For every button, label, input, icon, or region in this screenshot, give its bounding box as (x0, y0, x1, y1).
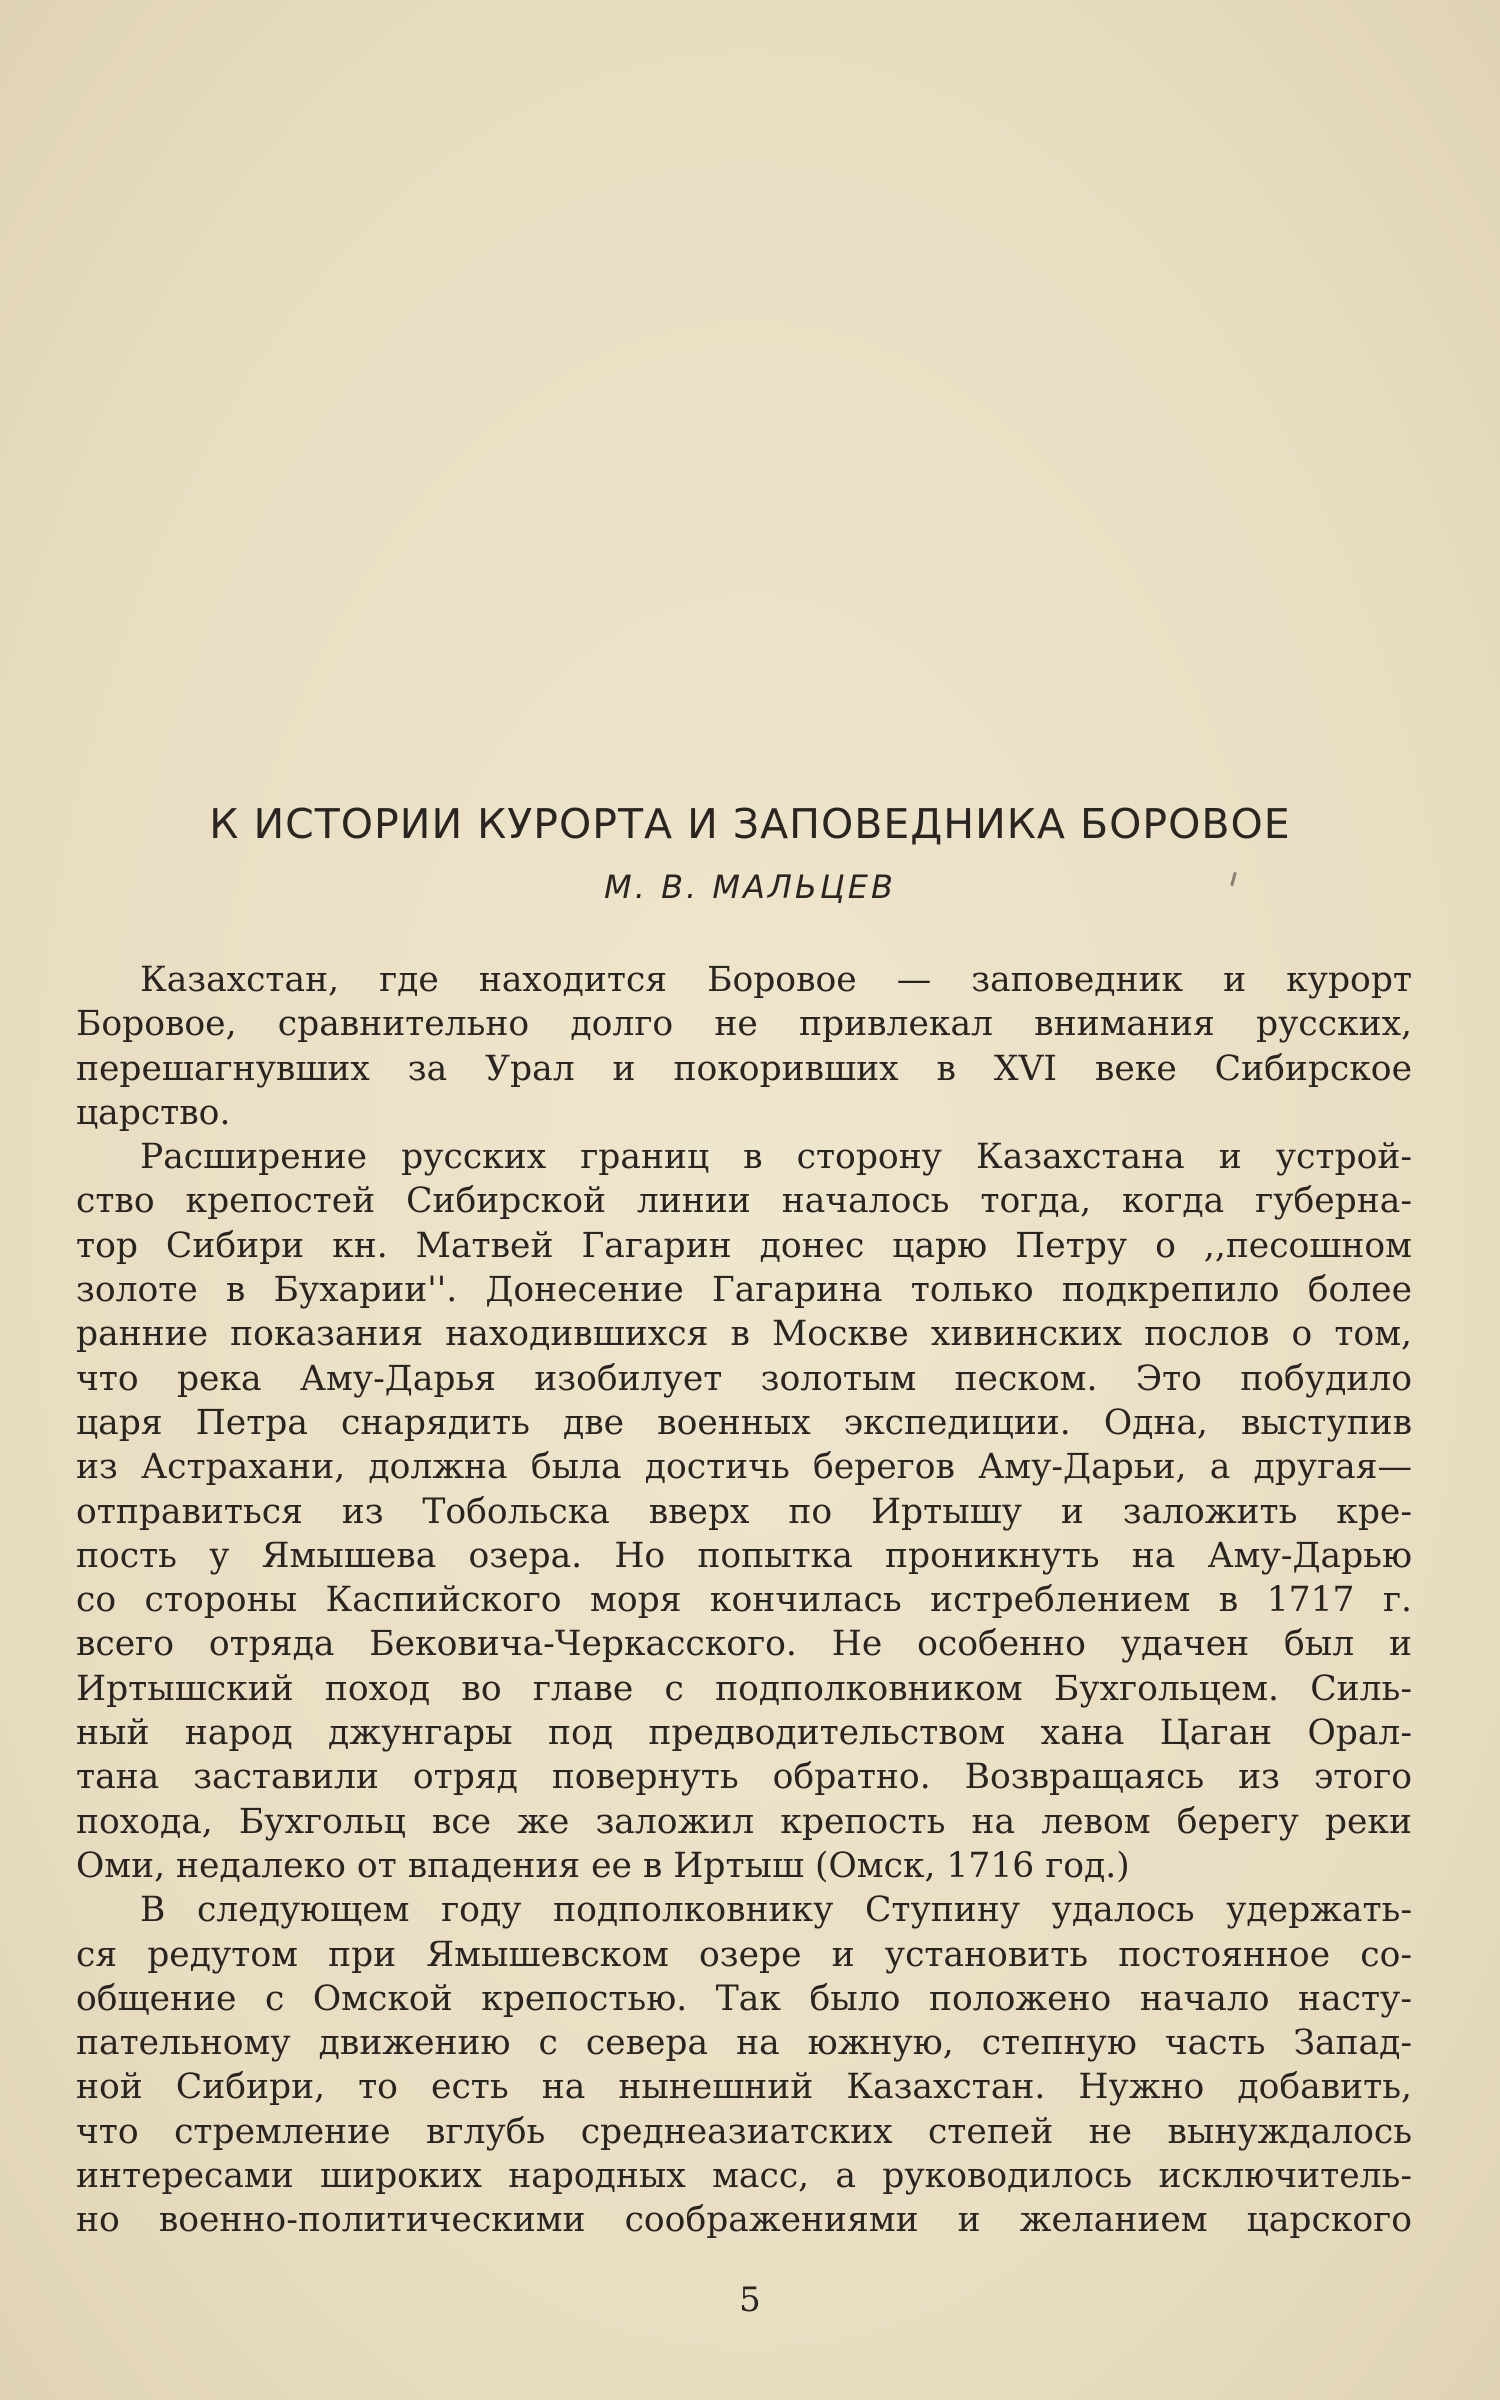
text-line: отправиться из Тобольска вверх по Иртышу и заложить кре- (76, 1491, 1412, 1532)
text-line: пость у Ямышева озера. Но попытка проникнуть на Аму-Дарью (76, 1535, 1412, 1576)
text-line: из Астрахани, должна была достичь берегов Аму-Дарьи, а другая— (76, 1447, 1412, 1488)
author-name: М. В. МАЛЬЦЕВ (604, 868, 896, 906)
text-line: всего отряда Бековича-Черкасского. Не особенно удачен был и (76, 1624, 1412, 1665)
text-line: Боровое, сравнительно долго не привлекал внимания русских, (76, 1004, 1412, 1045)
text-line: перешагнувших за Урал и покоривших в XVI веке Сибирское (76, 1048, 1412, 1089)
text-line: Казахстан, где находится Боровое — заповедник и курорт (140, 960, 1412, 1000)
text-line: царство. (76, 1092, 231, 1133)
text-line: интересами широких народных масс, а руководилось исключитель- (76, 2156, 1412, 2197)
text-line: царя Петра снарядить две военных экспедиции. Одна, выступив (76, 1402, 1412, 1443)
text-line: пательному движению с севера на южную, степную часть Запад- (76, 2023, 1412, 2064)
text-line: что река Аму-Дарья изобилует золотым песком. Это побудило (76, 1358, 1412, 1399)
text-line: тор Сибири кн. Матвей Гагарин донес царю Петру о ,,песошном (76, 1225, 1412, 1266)
text-line: Расширение русских границ в сторону Казахстана и устрой- (140, 1137, 1412, 1178)
text-line: ной Сибири, то есть на нынешний Казахстан. Нужно добавить, (76, 2067, 1412, 2108)
text-line: В следующем году подполковнику Ступину удалось удержать- (140, 1890, 1412, 1931)
text-line: Иртышский поход во главе с подполковником Бухгольцем. Силь- (76, 1668, 1412, 1709)
text-line: ный народ джунгары под предводительством хана Цаган Орал- (76, 1713, 1412, 1754)
text-line: что стремление вглубь среднеазиатских степей не вынуждалось (76, 2111, 1412, 2152)
text-line: похода, Бухгольц все же заложил крепость на левом берегу реки (76, 1801, 1412, 1842)
article-body (76, 958, 1412, 2243)
text-line: общение с Омской крепостью. Так было положено начало насту- (76, 1978, 1412, 2019)
text-line: тана заставили отряд повернуть обратно. Возвращаясь из этого (76, 1757, 1412, 1798)
text-line: со стороны Каспийского моря кончилась истреблением в 1717 г. (76, 1580, 1412, 1621)
text-line: золоте в Бухарии''. Донесение Гагарина только подкрепило более (76, 1270, 1412, 1311)
text-line: ство крепостей Сибирской линии началось тогда, когда губерна- (76, 1181, 1412, 1222)
article-title: К ИСТОРИИ КУРОРТА И ЗАПОВЕДНИКА БОРОВОЕ (209, 800, 1291, 848)
text-line: ранние показания находившихся в Москве хивинских послов о том, (76, 1314, 1412, 1355)
text-line: Оми, недалеко от впадения ее в Иртыш (Омск, 1716 год.) (76, 1845, 1130, 1886)
text-line: но военно-политическими соображениями и желанием царского (76, 2200, 1412, 2241)
page-number: 5 (739, 2280, 761, 2320)
text-line: ся редутом при Ямышевском озере и установить постоянное со- (76, 1934, 1412, 1975)
